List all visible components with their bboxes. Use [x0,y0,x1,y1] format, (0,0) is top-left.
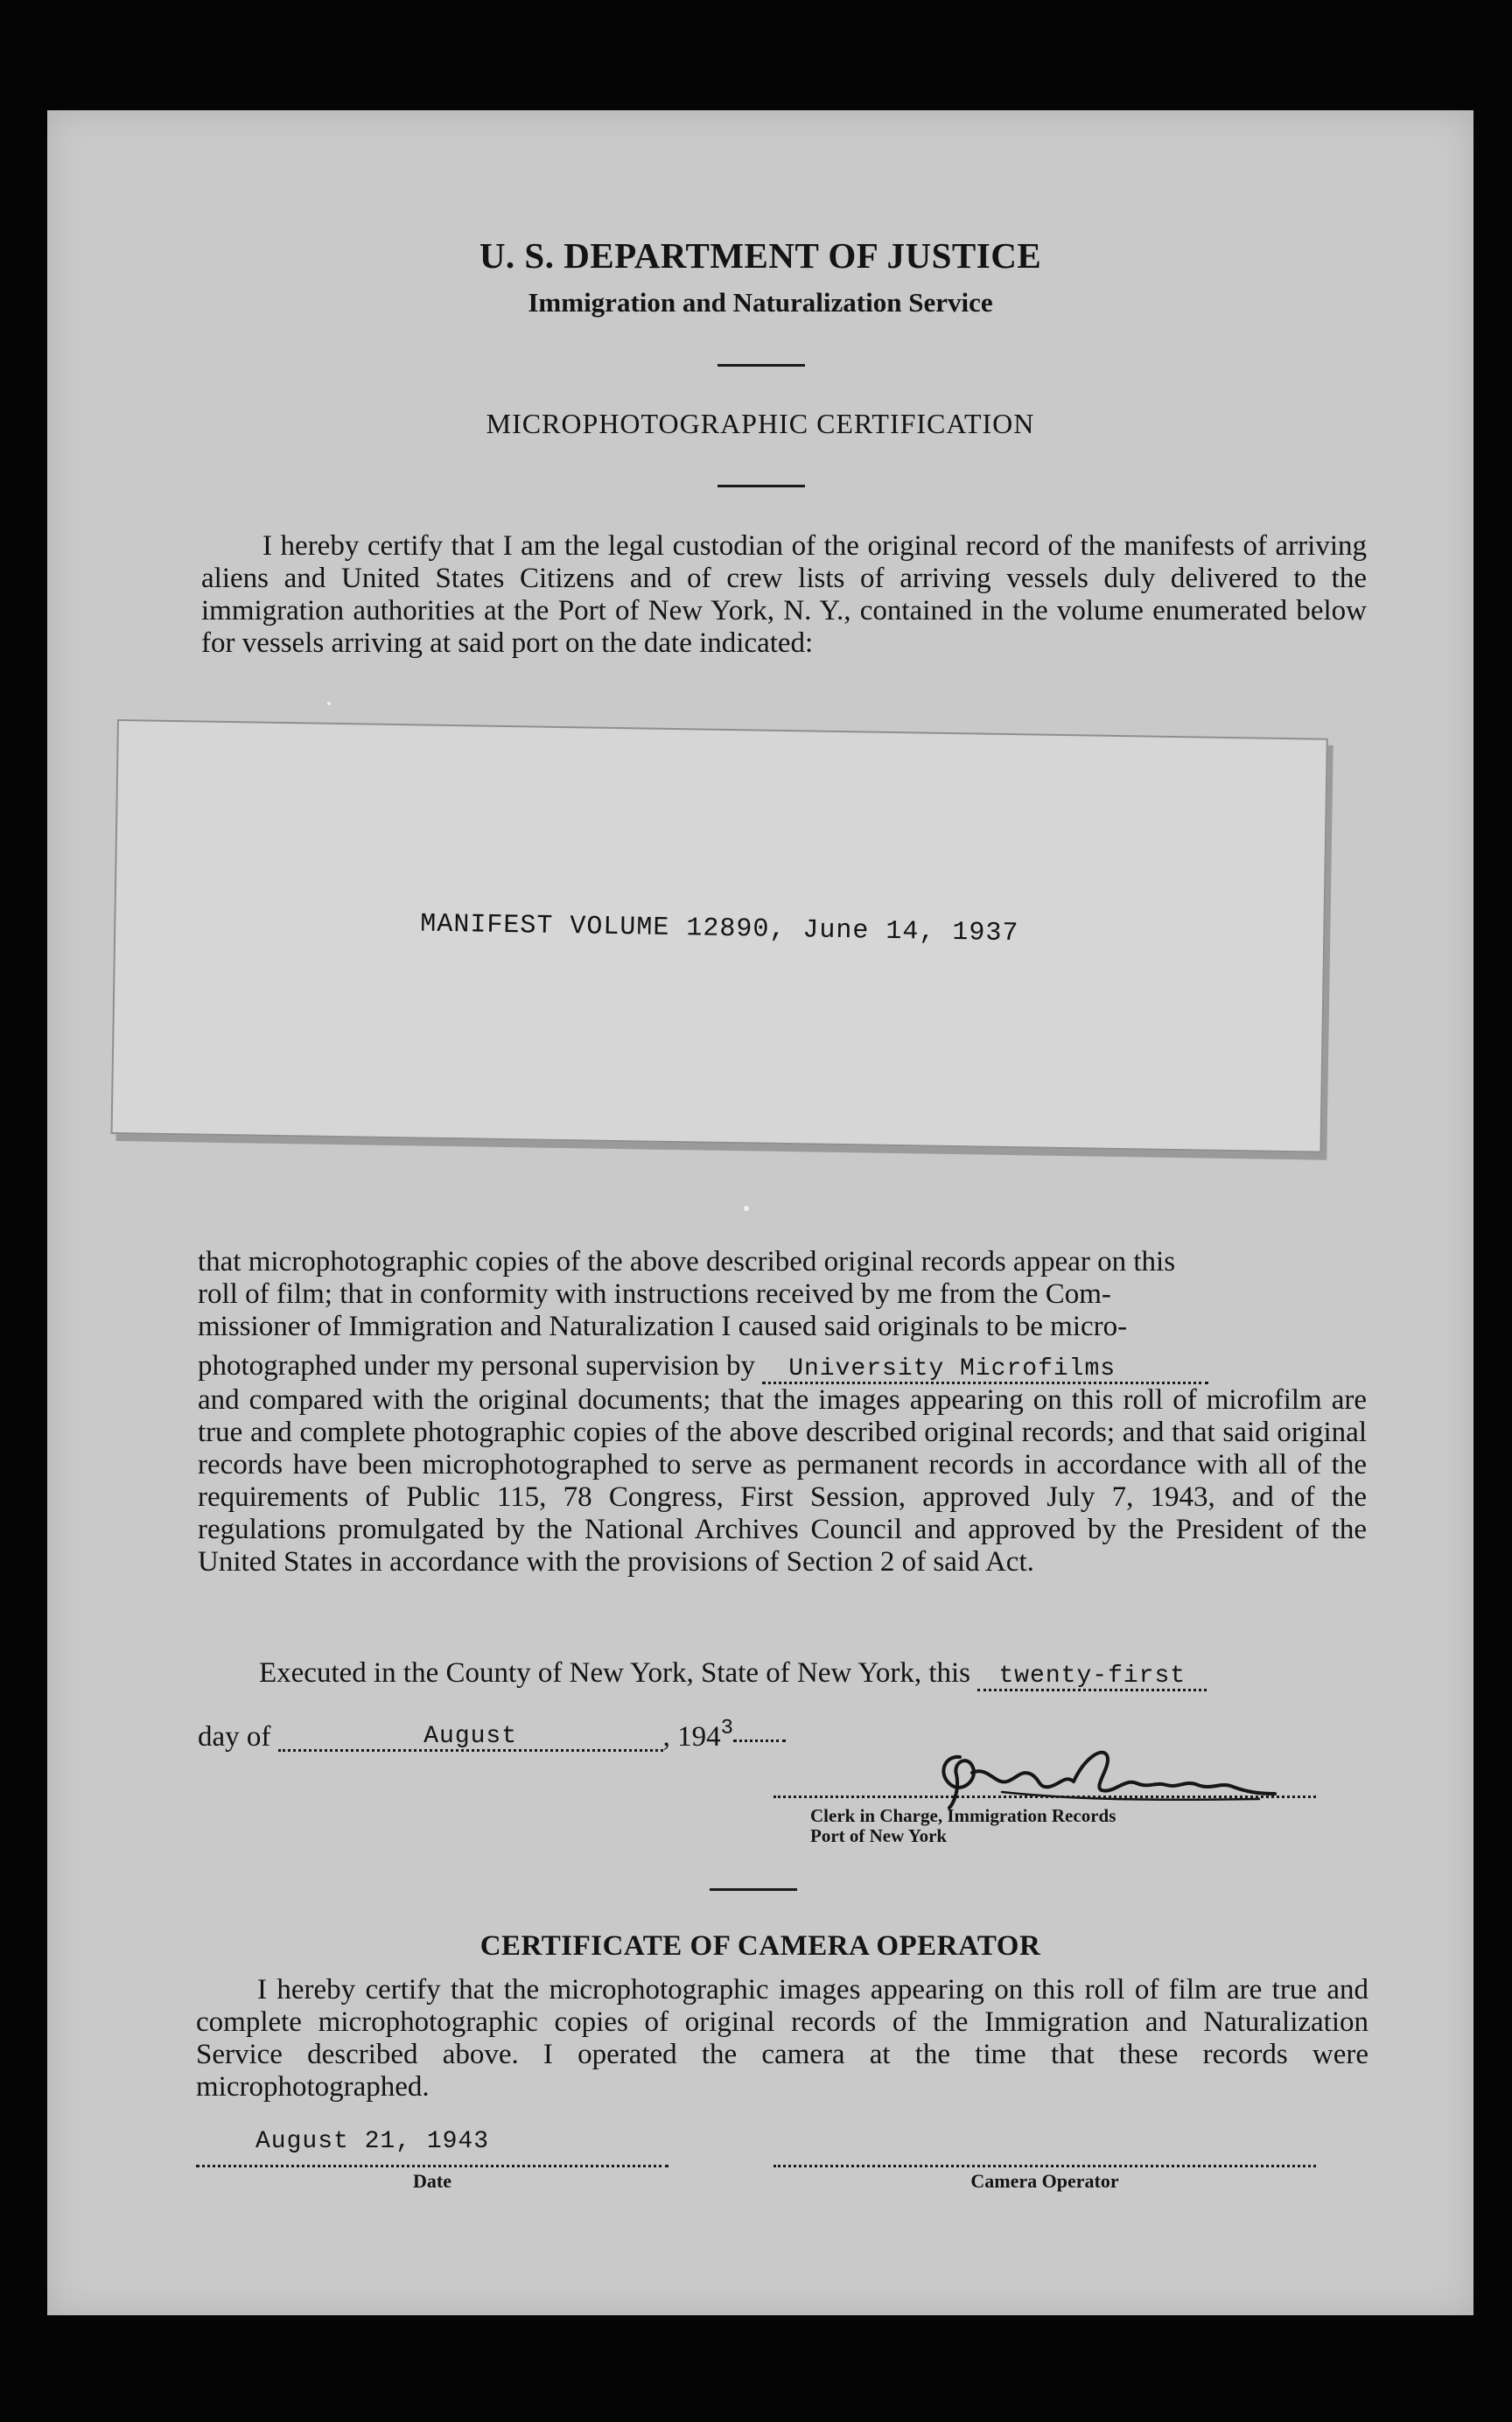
execution-line [198,1657,1367,1691]
scan-speck [744,1206,749,1211]
body-line-supervision [198,1350,1367,1384]
divider-rule [718,485,805,487]
body-rest: and compared with the original documents; that the images appearing on this roll of microfilm are true and complete photographic copies of the above described original records; and that said original records have been microphotographed to serve as permanent records in accordance with all of the requirements of Public 115, 78 Congress, First Session, approved July 7, 1943, and of the regulations promulgated by the National Archives Council and approved by the President of the United States in accordance with the provisions of Section 2 of said Act. [198,1384,1367,1578]
execution-month-field: August [278,1725,663,1752]
clerk-title-line2: Port of New York [810,1825,948,1846]
execution-day-field: twenty-first [977,1664,1207,1691]
department-title: U. S. DEPARTMENT OF JUSTICE [479,235,1042,276]
year-fill-line [733,1740,786,1742]
supervision-prefix: photographed under my personal supervision by [198,1350,755,1382]
manifest-inset-card [111,719,1328,1153]
camera-operator-signature-line [774,2135,1316,2167]
photographer-field: University Microfilms [762,1357,1208,1384]
year-digit: 3 [720,1717,734,1740]
execution-prefix: Executed in the County of New York, State of New York, this [259,1657,971,1689]
divider-rule [718,364,805,367]
day-of-label: day of [198,1721,271,1753]
clerk-title [810,1806,1116,1846]
clerk-signature [927,1720,1338,1816]
body-line: roll of film; that in conformity with instructions received by me from the Com- [198,1278,1111,1310]
camera-date-value: August 21, 1943 [256,2128,490,2155]
divider-rule [710,1888,797,1891]
camera-certificate-paragraph: I hereby certify that the microphotographic images appearing on this roll of film are true and complete microphotographic copies of original records of the Immigration and Naturalization Service described above. I operated the camera at the time that these records were microphotographed. [196,1974,1368,2103]
body-line: that microphotographic copies of the above described original records appear on this [198,1246,1176,1278]
camera-operator-caption: Camera Operator [970,2170,1119,2192]
clerk-signature-line [774,1796,1316,1798]
intro-paragraph: I hereby certify that I am the legal custodian of the original record of the manifests of arriving aliens and United States Citizens and of crew lists of arriving vessels duly delivered to the immigration authorities at the Port of New York, N. Y., contained in the volume enumerated below for vessels arriving at said port on the date indicated: [201,530,1367,659]
service-subtitle: Immigration and Naturalization Service [528,287,993,318]
date-caption: Date [413,2170,452,2192]
year-prefix: , 194 [662,1721,721,1753]
manifest-volume-text: MANIFEST VOLUME 12890, June 14, 1937 [420,909,1019,949]
body-paragraph [198,1246,1367,1578]
scan-speck [327,702,331,705]
camera-certificate-title: CERTIFICATE OF CAMERA OPERATOR [480,1930,1041,1962]
certification-title: MICROPHOTOGRAPHIC CERTIFICATION [486,408,1035,439]
certificate-page [47,110,1474,2315]
clerk-title-line1: Clerk in Charge, Immigration Records [810,1805,1116,1826]
body-line: missioner of Immigration and Naturalization I caused said originals to be micro- [198,1311,1128,1342]
